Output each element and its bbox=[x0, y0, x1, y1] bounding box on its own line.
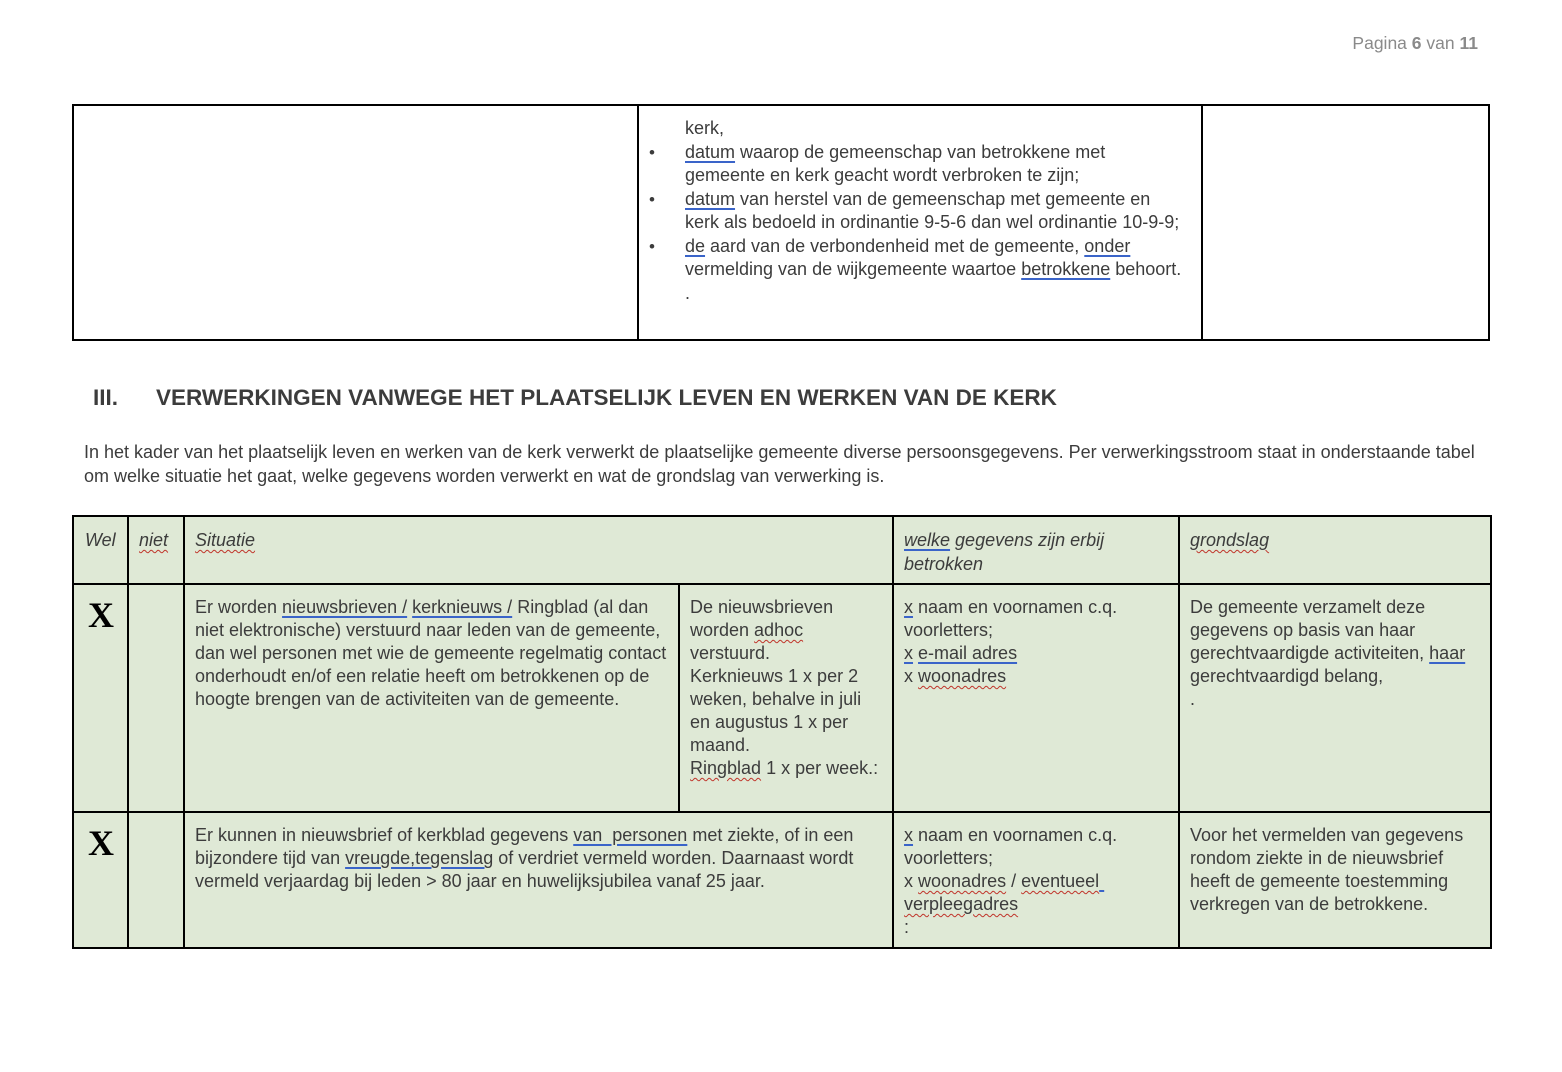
cell-text: De nieuwsbrieven worden bbox=[690, 597, 834, 640]
cell-text: . bbox=[1190, 689, 1196, 709]
cell-text: of verdriet vermeld worden. Daarnaast wordt vermeld verjaardag bij leden > 80 jaar en huwelijksjubilea vanaf 25 jaar. bbox=[195, 848, 854, 891]
cell-text: Er worden bbox=[195, 597, 283, 617]
grammar-flag[interactable]: welke bbox=[904, 530, 951, 550]
cell-frequentie bbox=[679, 584, 893, 812]
cell-situatie bbox=[184, 584, 679, 812]
cell-text: Kerknieuws 1 x per 2 weken, behalve in juli en augustus 1 x per maand. bbox=[690, 666, 862, 755]
cell-grondslag bbox=[1179, 812, 1491, 948]
cell-text: x bbox=[904, 871, 919, 891]
grammar-flag[interactable]: onder bbox=[1084, 235, 1131, 256]
spelling-flag[interactable]: verpleegadres bbox=[904, 894, 1019, 914]
section-title: VERWERKINGEN VANWEGE HET PLAATSELIJK LEVEN EN WERKEN VAN DE KERK bbox=[156, 385, 1057, 410]
continuation-row bbox=[73, 105, 1489, 340]
cell-text: Er kunnen in nieuwsbrief of kerkblad gegevens bbox=[195, 825, 574, 845]
continuation-cell-empty-right bbox=[1202, 105, 1489, 340]
bullet-item bbox=[685, 141, 1189, 188]
grammar-flag[interactable]: de bbox=[685, 235, 706, 256]
grammar-flag[interactable]: kerknieuws / bbox=[412, 597, 513, 617]
continuation-first-line: kerk, bbox=[685, 118, 725, 138]
cell-wel bbox=[73, 584, 128, 812]
grammar-flag[interactable]: nieuwsbrieven / bbox=[282, 597, 408, 617]
cell-grondslag bbox=[1179, 584, 1491, 812]
spelling-flag[interactable]: woonadres bbox=[918, 871, 1007, 891]
page-of: van bbox=[1426, 33, 1455, 53]
grammar-flag[interactable]: datum bbox=[685, 141, 736, 162]
bullet-text: van herstel van de gemeenschap met gemeente en kerk als bedoeld in ordinantie 9-5-6 dan wel ordinantie 10-9-9; bbox=[685, 188, 1180, 232]
header-gegevens-label: gegevens zijn erbij betrokken bbox=[904, 530, 1105, 574]
check-mark-x: X bbox=[88, 823, 114, 863]
cell-wel bbox=[73, 812, 128, 948]
spelling-flag[interactable]: adhoc bbox=[754, 620, 804, 640]
cell-text: : bbox=[904, 917, 910, 937]
cell-text: naam en voornamen c.q. voorletters; bbox=[904, 597, 1118, 640]
spelling-flag[interactable]: Situatie bbox=[195, 530, 256, 550]
header-wel-label: Wel bbox=[85, 530, 116, 550]
grammar-flag[interactable]: betrokkene bbox=[1021, 259, 1111, 279]
cell-niet bbox=[128, 812, 184, 948]
cell-gegevens bbox=[893, 584, 1179, 812]
continuation-cell-empty-left bbox=[73, 105, 638, 340]
cell-text: met ziekte, of in een bijzondere tijd van bbox=[195, 825, 854, 868]
header-niet bbox=[128, 516, 184, 584]
continuation-bullet-list bbox=[685, 141, 1189, 306]
header-situatie bbox=[184, 516, 893, 584]
cell-text: x bbox=[904, 666, 919, 686]
cell-text: / bbox=[1006, 871, 1022, 891]
table-row bbox=[73, 812, 1491, 948]
table-row bbox=[73, 584, 1491, 812]
grammar-flag[interactable]: x bbox=[904, 643, 914, 663]
bullet-text: vermelding van de wijkgemeente waartoe bbox=[685, 259, 1022, 279]
spelling-flag[interactable]: woonadres bbox=[918, 666, 1007, 686]
page-current: 6 bbox=[1411, 33, 1422, 53]
cell-text: Voor het vermelden van gegevens rondom ziekte in de nieuwsbrief heeft de gemeente toestemming verkregen van de betrokkene. bbox=[1190, 825, 1464, 914]
cell-text: naam en voornamen c.q. voorletters; bbox=[904, 825, 1118, 868]
continuation-cell-content bbox=[638, 105, 1202, 340]
page-number bbox=[1352, 33, 1478, 54]
cell-gegevens bbox=[893, 812, 1179, 948]
bullet-item bbox=[685, 188, 1189, 235]
grammar-flag[interactable]: x bbox=[904, 825, 914, 845]
bullet-item bbox=[685, 235, 1189, 306]
grammar-flag[interactable]: haar bbox=[1429, 643, 1466, 663]
bullet-text: aard van de verbondenheid met de gemeente, bbox=[705, 235, 1085, 256]
check-mark-x: X bbox=[88, 595, 114, 635]
spelling-flag[interactable]: niet bbox=[139, 530, 169, 550]
page-total: 11 bbox=[1459, 33, 1478, 53]
spelling-flag[interactable]: Ringblad bbox=[690, 758, 762, 778]
header-gegevens bbox=[893, 516, 1179, 584]
section-heading bbox=[93, 385, 1057, 411]
cell-text: De gemeente verzamelt deze gegevens op basis van haar gerechtvaardigde activiteiten, bbox=[1190, 597, 1430, 663]
grammar-flag[interactable] bbox=[1099, 871, 1104, 891]
table-header-row bbox=[73, 516, 1491, 584]
spelling-flag[interactable]: eventueel bbox=[1021, 871, 1100, 891]
section-number: III. bbox=[93, 385, 119, 410]
bullet-text: behoort. . bbox=[685, 259, 1182, 303]
cell-text: Ringblad (al dan niet elektronische) verstuurd naar leden van de gemeente, dan wel personen met wie de gemeente regelmatig contact onderhoudt en/of een relatie heeft om betrokkenen op de hoogte brengen van de activiteiten van de gemeente. bbox=[195, 597, 667, 709]
grammar-flag[interactable]: van personen bbox=[573, 825, 688, 845]
spelling-flag[interactable]: grondslag bbox=[1190, 530, 1270, 550]
grammar-flag[interactable]: e-mail adres bbox=[918, 643, 1018, 663]
grammar-flag[interactable]: vreugde,tegenslag bbox=[345, 848, 494, 868]
bullet-text: waarop de gemeenschap van betrokkene met gemeente en kerk geacht wordt verbroken te zijn; bbox=[685, 141, 1106, 185]
grammar-flag[interactable]: datum bbox=[685, 188, 736, 209]
cell-text: verstuurd. bbox=[690, 643, 771, 663]
processing-table bbox=[72, 515, 1492, 949]
section-intro: In het kader van het plaatselijk leven en werken van de kerk verwerkt de plaatselijke gemeente diverse persoonsgegevens. Per verwerkingsstroom staat in onderstaande tabel om welke situatie het gaat, welke gegevens worden verwerkt en wat de grondslag van verwerking is. bbox=[84, 442, 1475, 486]
page-label: Pagina bbox=[1352, 33, 1407, 53]
cell-niet bbox=[128, 584, 184, 812]
cell-text: gerechtvaardigd belang, bbox=[1190, 666, 1384, 686]
cell-text: 1 x per week.: bbox=[761, 758, 879, 778]
grammar-flag[interactable]: x bbox=[904, 597, 914, 617]
header-grondslag bbox=[1179, 516, 1491, 584]
continuation-table bbox=[72, 104, 1490, 341]
header-wel bbox=[73, 516, 128, 584]
cell-situatie bbox=[184, 812, 893, 948]
